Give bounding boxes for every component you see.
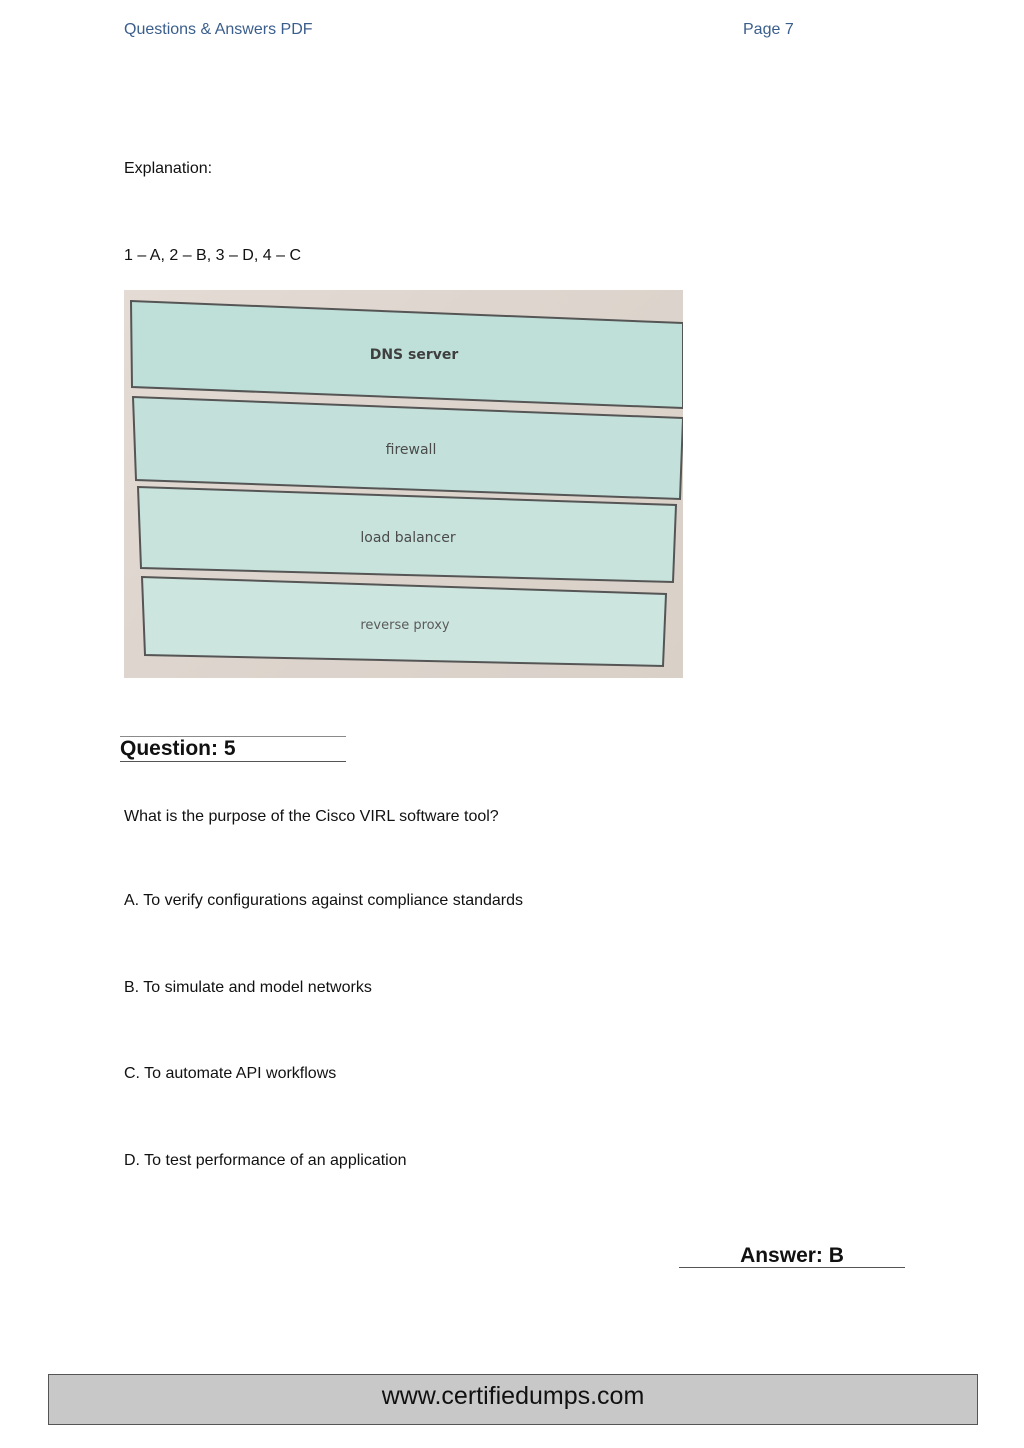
document-title: Questions & Answers PDF	[124, 21, 313, 38]
option-d: D. To test performance of an application	[124, 1152, 407, 1169]
answer-boxes-photo	[124, 290, 683, 678]
box-label-reverse-proxy: reverse proxy	[360, 618, 450, 633]
box-label-dns-server: DNS server	[369, 347, 459, 363]
box-label-load-balancer: load balancer	[360, 530, 456, 546]
explanation-mapping: 1 – A, 2 – B, 3 – D, 4 – C	[124, 247, 301, 264]
footer-site-link[interactable]: www.certifiedumps.com	[381, 1382, 645, 1410]
box-label-firewall: firewall	[385, 442, 437, 458]
question-prompt: What is the purpose of the Cisco VIRL software tool?	[124, 808, 499, 825]
page-number: Page 7	[743, 21, 794, 38]
footer-banner	[48, 1374, 978, 1425]
option-c: C. To automate API workflows	[124, 1065, 337, 1082]
question-title: Question: 5	[120, 736, 346, 762]
answer-label: Answer: B	[679, 1244, 905, 1268]
explanation-label: Explanation:	[124, 160, 213, 177]
option-a: A. To verify configurations against compliance standards	[124, 892, 524, 909]
option-b: B. To simulate and model networks	[124, 979, 372, 996]
